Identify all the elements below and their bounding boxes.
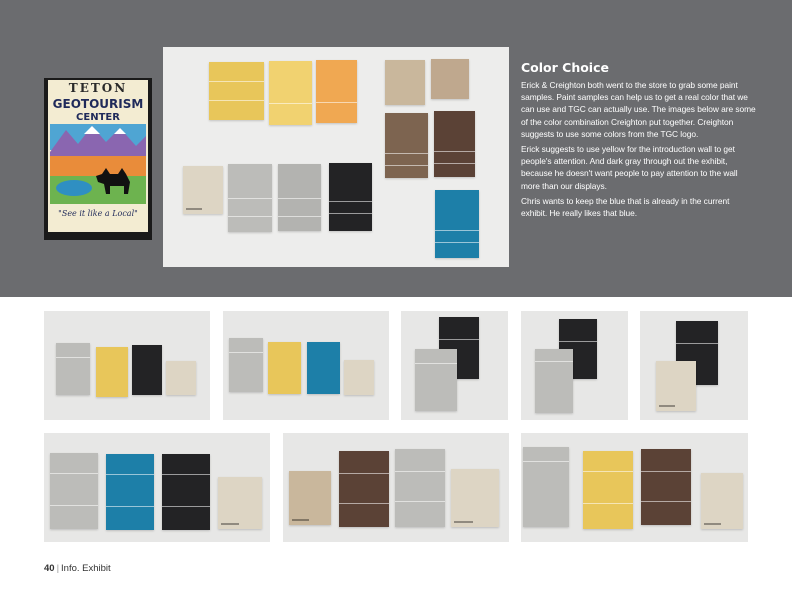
logo-illustration [44,78,152,240]
combo-chip [395,449,445,527]
page-footer [44,563,111,574]
combo-chip [268,342,301,394]
combo-photo-2 [223,311,389,420]
combo-chip [307,342,340,394]
black-chip [329,163,372,231]
taupe-chip [431,59,469,99]
paint-samples-photo [163,47,509,267]
footer-separator: | [56,563,60,574]
combo-chip [415,349,457,411]
blue-chip [435,190,479,258]
combo-chip [229,338,263,392]
dark-brown-chip [434,111,475,177]
article-paragraph-2: Erick suggests to use yellow for the introduction wall to get people's attention. And dark gray through out the exhibit, because he doesn't want people to pay attention to the wall more than our displays. [521,144,738,191]
combo-chip [218,477,262,529]
combo-chip [106,454,154,530]
combo-chip [535,349,573,413]
article-paragraph-1: Erick & Creighton both went to the store to grab some paint samples. Paint samples can help us to get a real color that we can use and TGC can actually use. The images below are some of the color combination Creighton put together. Creighton suggests to use some colors from the TGC logo. [521,80,756,139]
tan-chip [385,60,425,105]
combo-chip [583,451,633,529]
combo-chip [523,447,569,527]
combo-photo-8 [521,433,748,542]
article-paragraph-3: Chris wants to keep the blue that is already in the current exhibit. He really likes that blue. [521,195,730,219]
page-number: 40 [44,563,55,574]
combo-chip [701,473,743,529]
orange-chip [316,60,357,123]
combo-photo-6 [44,433,270,542]
light-yellow-chip [269,61,312,125]
combo-chip [289,471,331,525]
logo-line3: CENTER [76,112,120,123]
combo-chip [50,453,98,529]
combo-chip [451,469,499,527]
combo-photo-3 [401,311,508,420]
gray-chip [278,164,321,231]
light-gray-chip [228,164,272,232]
combo-photo-7 [283,433,509,542]
logo-line1: TETON [68,81,128,95]
combo-chip [656,361,696,411]
logo-line2: GEOTOURISM [52,97,144,111]
combo-chip [344,360,374,395]
combo-photo-5 [640,311,748,420]
combo-chip [132,345,162,395]
combo-photo-1 [44,311,210,420]
cream-chip [183,166,223,214]
section-name: Info. Exhibit [61,563,111,574]
combo-chip [339,451,389,527]
combo-chip [162,454,210,530]
article-title: Color Choice [521,60,609,75]
combo-chip [166,361,196,395]
logo-tagline: "See it like a Local" [58,209,138,218]
combo-chip [56,343,90,395]
combo-chip [641,449,691,525]
combo-photo-4 [521,311,628,420]
tgc-logo-image [44,78,152,240]
yellow-chip [209,62,264,120]
article-text [521,60,757,222]
combo-chip [96,347,128,397]
brown-chip [385,113,428,178]
